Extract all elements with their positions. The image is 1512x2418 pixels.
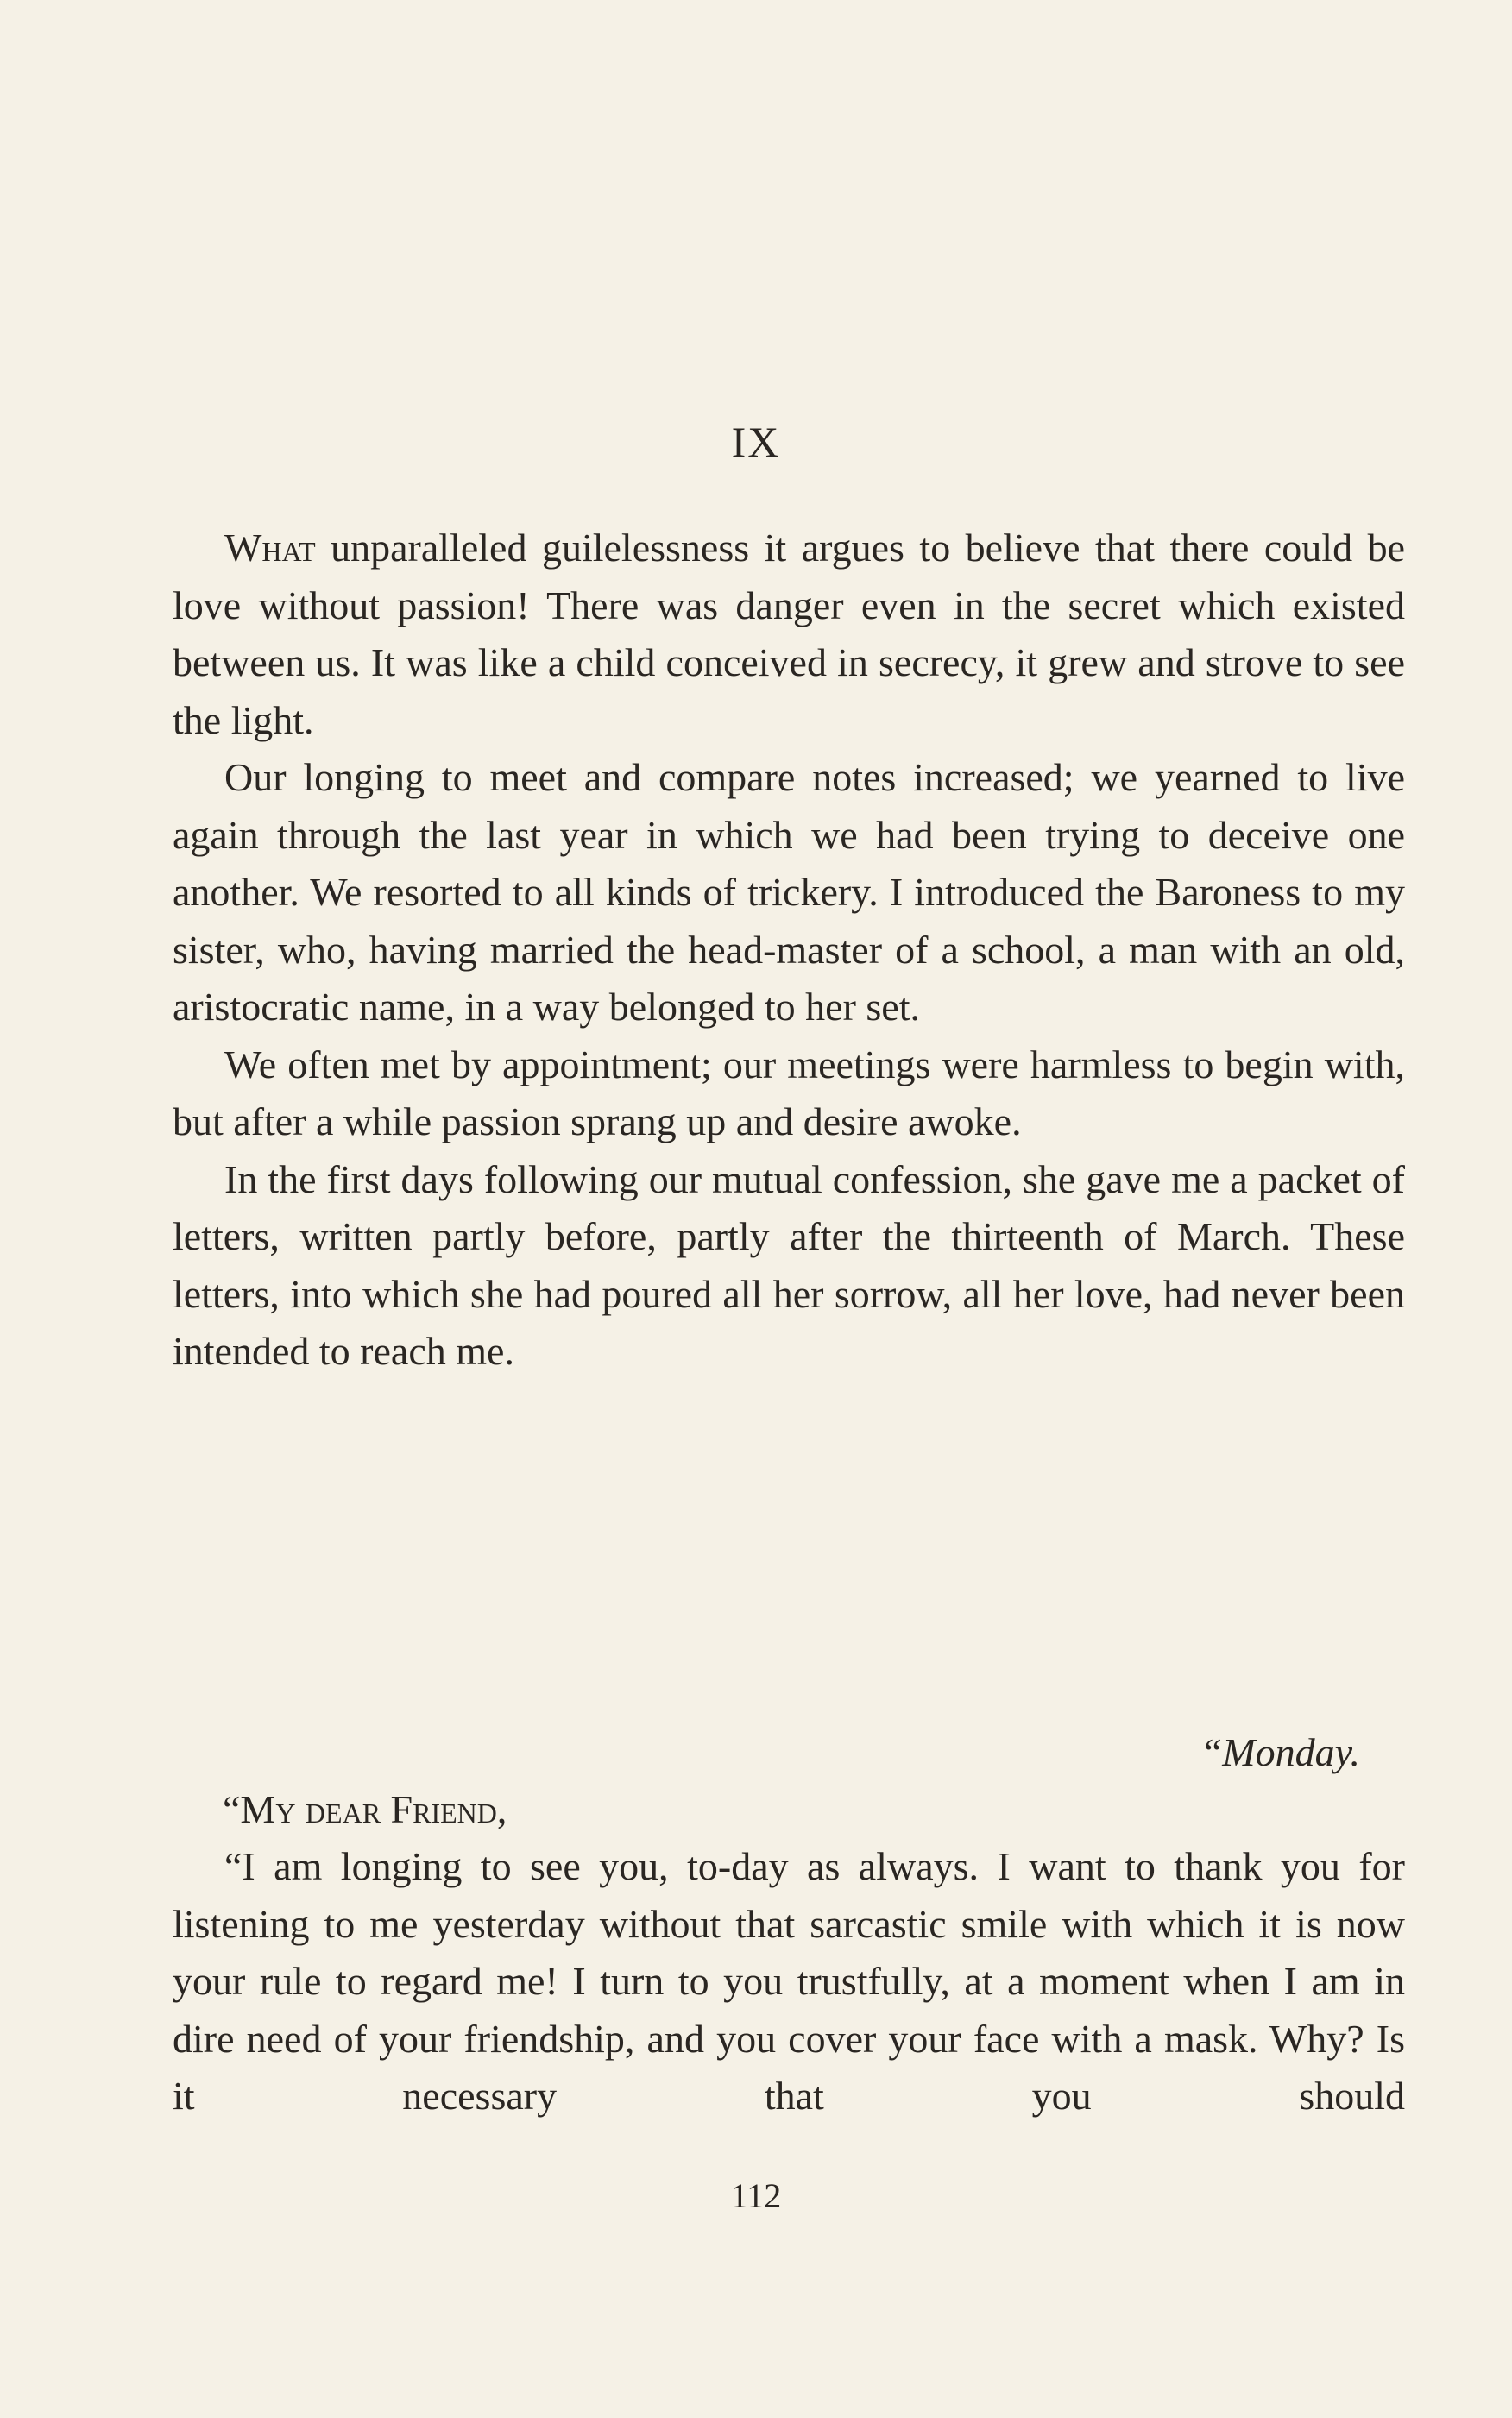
paragraph-1 — [173, 519, 1405, 749]
letter-body — [173, 1838, 1405, 2125]
salutation-quote: “ — [223, 1787, 241, 1831]
paragraph-4: In the first days following our mutual confession, she gave me a packet of letters, written partly before, partly after the thirteenth of March. These letters, into which she had poured all her sorrow, all her love, had never been intended to reach me. — [173, 1156, 1405, 1373]
paragraph-3: We often met by appointment; our meetings were harmless to begin with, but after a while passion sprang up and desire awoke. — [173, 1042, 1405, 1143]
chapter-body — [173, 519, 1405, 1381]
paragraph-1-text: unparalleled guilelessness it argues to believe that there could be love without passion! There was danger even in the secret which existed between us. It was like a child conceived in secrecy, it grew and strove to see the light. — [173, 526, 1405, 742]
salutation-text: My dear Friend, — [240, 1787, 507, 1831]
paragraph-2: Our longing to meet and compare notes increased; we yearned to live again through the last year in which we had been trying to deceive one another. We resorted to all kinds of trickery. I introduced the Baroness to my sister, who, having married the head-master of a school, a man with an old, aristocratic name, in a way belonged to her set. — [173, 755, 1405, 1029]
letter-salutation — [223, 1781, 507, 1839]
page-number: 112 — [730, 2176, 782, 2215]
chapter-heading: IX — [731, 418, 781, 466]
paragraph-1-lead: What — [224, 526, 316, 570]
letter-paragraph-1: “I am longing to see you, to-day as always. I want to thank you for listening to me yesterday without that sarcastic smile with which it is now your rule to regard me! I turn to you trustfully, at a moment when I am in dire need of your friendship, and you cover your face with a mask. Why? Is it necessary that you should — [173, 1844, 1405, 2118]
letter-date: “Monday. — [1200, 1730, 1360, 1774]
